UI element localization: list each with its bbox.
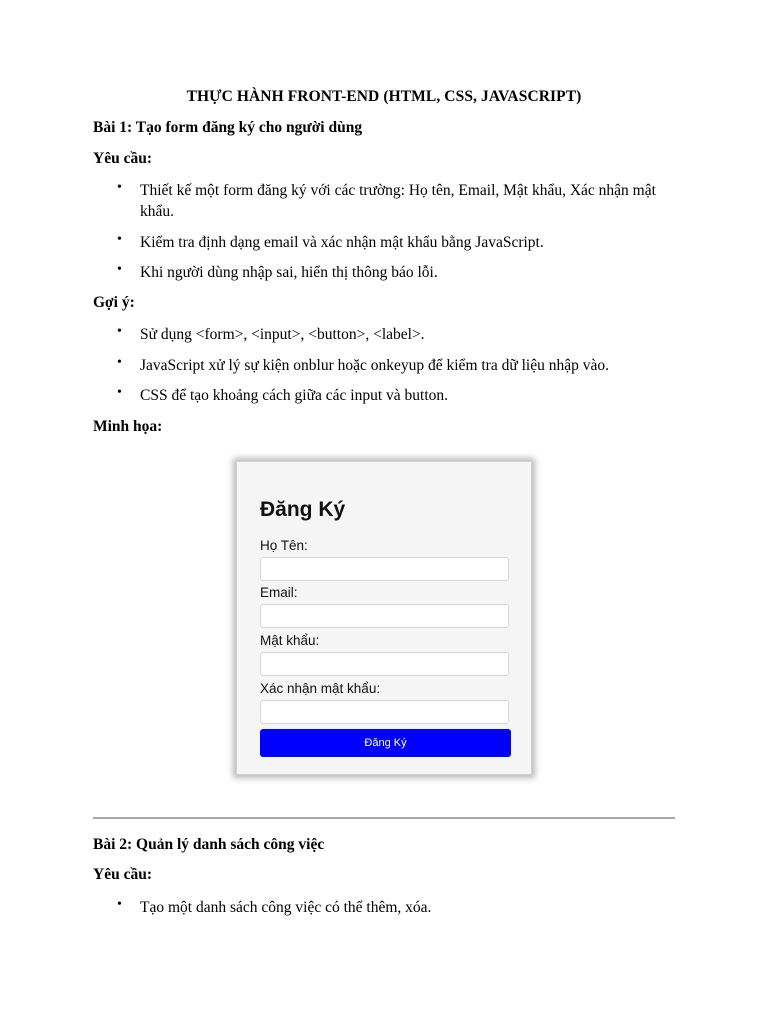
email-field [260, 604, 509, 628]
confirm-password-field [260, 700, 509, 724]
list-item-text: Thiết kế một form đăng ký với các trường: Họ tên, Email, Mật khẩu, Xác nhận mật khẩu. [140, 182, 656, 220]
bullet-icon: • [117, 262, 122, 277]
illustration-label: Minh họa: [93, 418, 163, 435]
bullet-icon: • [117, 355, 122, 370]
exercise-1-heading: Bài 1: Tạo form đăng ký cho người dùng [93, 119, 363, 136]
list-item-text: Kiểm tra định dạng email và xác nhận mật khẩu bằng JavaScript. [140, 234, 544, 251]
section-divider [93, 817, 675, 819]
form-title: Đăng Ký [260, 498, 346, 521]
document-title: THỰC HÀNH FRONT-END (HTML, CSS, JAVASCRIPT) [186, 88, 582, 105]
list-item-text: Sử dụng <form>, <input>, <button>, <label>. [140, 326, 425, 343]
requirements-label: Yêu cầu: [93, 150, 152, 167]
requirements-label: Yêu cầu: [93, 866, 152, 883]
bullet-icon: • [117, 180, 122, 195]
email-label: Email: [260, 585, 298, 600]
fullname-label: Họ Tên: [260, 538, 308, 553]
password-field [260, 652, 509, 676]
exercise-2-heading: Bài 2: Quản lý danh sách công việc [93, 836, 325, 853]
bullet-icon: • [117, 232, 122, 247]
password-label: Mật khẩu: [260, 633, 320, 648]
confirm-password-label: Xác nhận mật khẩu: [260, 681, 381, 696]
bullet-icon: • [117, 897, 122, 912]
bullet-icon: • [117, 324, 122, 339]
registration-form-screenshot [236, 461, 532, 775]
list-item-text: Khi người dùng nhập sai, hiển thị thông báo lỗi. [140, 264, 438, 281]
list-item-text: Tạo một danh sách công việc có thể thêm, xóa. [140, 899, 432, 916]
register-button: Đăng Ký [260, 729, 511, 757]
list-item-text: CSS để tạo khoảng cách giữa các input và button. [140, 387, 448, 404]
list-item-text: JavaScript xử lý sự kiện onblur hoặc onkeyup để kiểm tra dữ liệu nhập vào. [140, 357, 609, 374]
hints-label: Gợi ý: [93, 294, 135, 311]
fullname-field [260, 557, 509, 581]
bullet-icon: • [117, 385, 122, 400]
